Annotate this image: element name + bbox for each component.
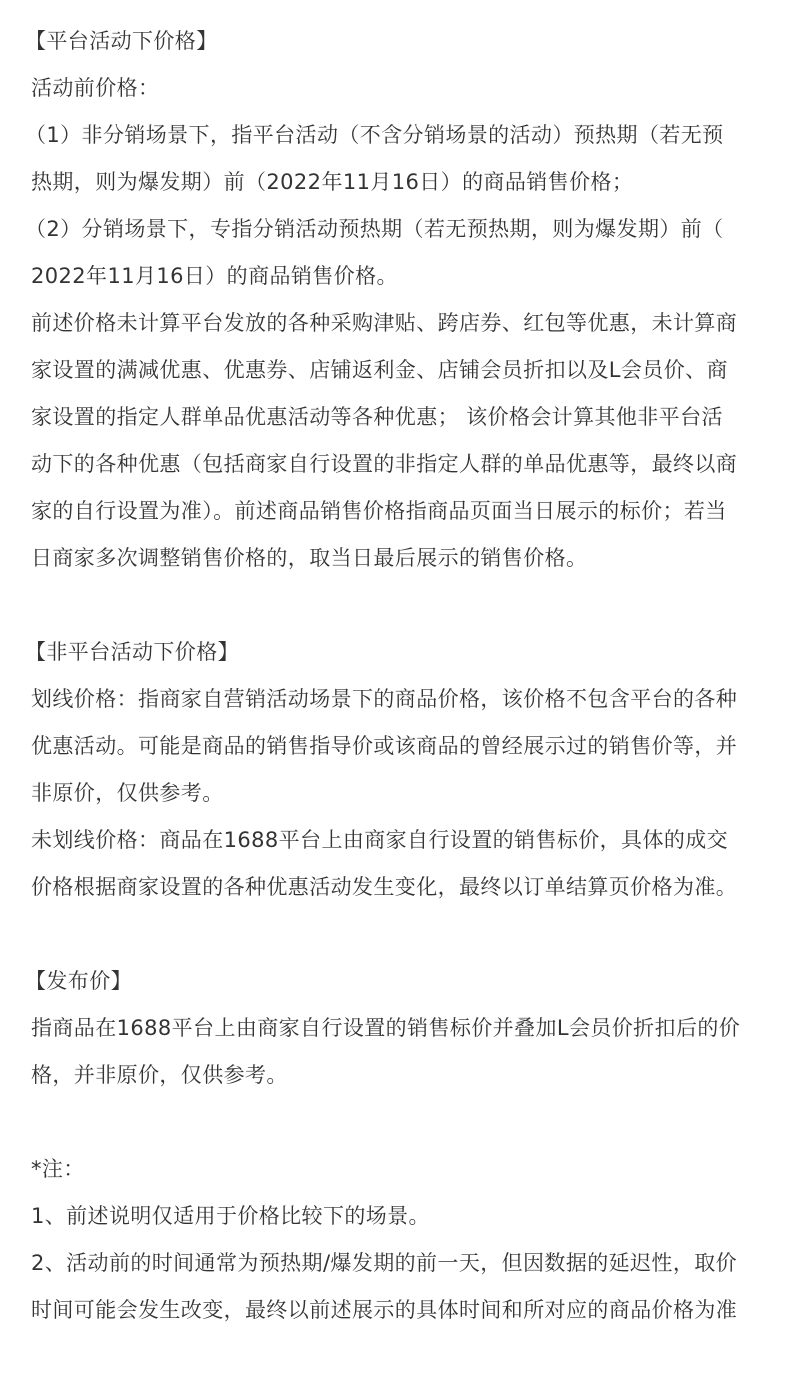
paragraph-line: 动下的各种优惠（包括商家自行设置的非指定人群的单品优惠等，最终以商 xyxy=(31,452,738,476)
paragraph-line: 日商家多次调整销售价格的，取当日最后展示的销售价格。 xyxy=(31,546,588,570)
paragraph-line: 1、前述说明仅适用于价格比较下的场景。 xyxy=(31,1204,430,1228)
spacer xyxy=(31,1099,766,1146)
section-heading: 【平台活动下价格】 xyxy=(25,29,218,53)
paragraph-line: 家设置的指定人群单品优惠活动等各种优惠； 该价格会计算其他非平台活 xyxy=(31,405,723,429)
paragraph-line: 划线价格：指商家自营销活动场景下的商品价格，该价格不包含平台的各种 xyxy=(31,687,738,711)
paragraph-line: 优惠活动。可能是商品的销售指导价或该商品的曾经展示过的销售价等，并 xyxy=(31,734,738,758)
spacer xyxy=(31,582,766,629)
price-explanation-document xyxy=(25,18,766,1334)
paragraph-line: 2022年11月16日）的商品销售价格。 xyxy=(31,264,398,288)
paragraph-line: 活动前价格： xyxy=(31,76,160,100)
section-platform-activity-price xyxy=(25,18,766,582)
paragraph-line: 家设置的满减优惠、优惠券、店铺返利金、店铺会员折扣以及L会员价、商 xyxy=(31,358,728,382)
paragraph-line: （2）分销场景下，专指分销活动预热期（若无预热期，则为爆发期）前（ xyxy=(25,217,724,241)
paragraph-line: 时间可能会发生改变，最终以前述展示的具体时间和所对应的商品价格为准 xyxy=(31,1298,738,1322)
paragraph-line: 家的自行设置为准）。前述商品销售价格指商品页面当日展示的标价；若当 xyxy=(31,499,727,523)
section-heading: *注： xyxy=(31,1157,85,1181)
paragraph-line: 指商品在1688平台上由商家自行设置的销售标价并叠加L会员价折扣后的价 xyxy=(31,1016,741,1040)
section-notes xyxy=(31,1146,766,1334)
paragraph-line: 价格根据商家设置的各种优惠活动发生变化，最终以订单结算页价格为准。 xyxy=(31,875,738,899)
paragraph-line: （1）非分销场景下，指平台活动（不含分销场景的活动）预热期（若无预 xyxy=(25,123,724,147)
paragraph-line: 非原价，仅供参考。 xyxy=(31,781,224,805)
section-non-platform-activity-price xyxy=(25,629,766,911)
section-heading: 【非平台活动下价格】 xyxy=(25,640,239,664)
spacer xyxy=(31,911,766,958)
paragraph-line: 未划线价格：商品在1688平台上由商家自行设置的销售标价，具体的成交 xyxy=(31,828,729,852)
paragraph-line: 前述价格未计算平台发放的各种采购津贴、跨店券、红包等优惠，未计算商 xyxy=(31,311,738,335)
section-heading: 【发布价】 xyxy=(25,969,132,993)
paragraph-line: 热期，则为爆发期）前（2022年11月16日）的商品销售价格； xyxy=(31,170,634,194)
section-publish-price xyxy=(25,958,766,1099)
paragraph-line: 格，并非原价，仅供参考。 xyxy=(31,1063,288,1087)
paragraph-line: 2、活动前的时间通常为预热期/爆发期的前一天，但因数据的延迟性，取价 xyxy=(31,1251,738,1275)
